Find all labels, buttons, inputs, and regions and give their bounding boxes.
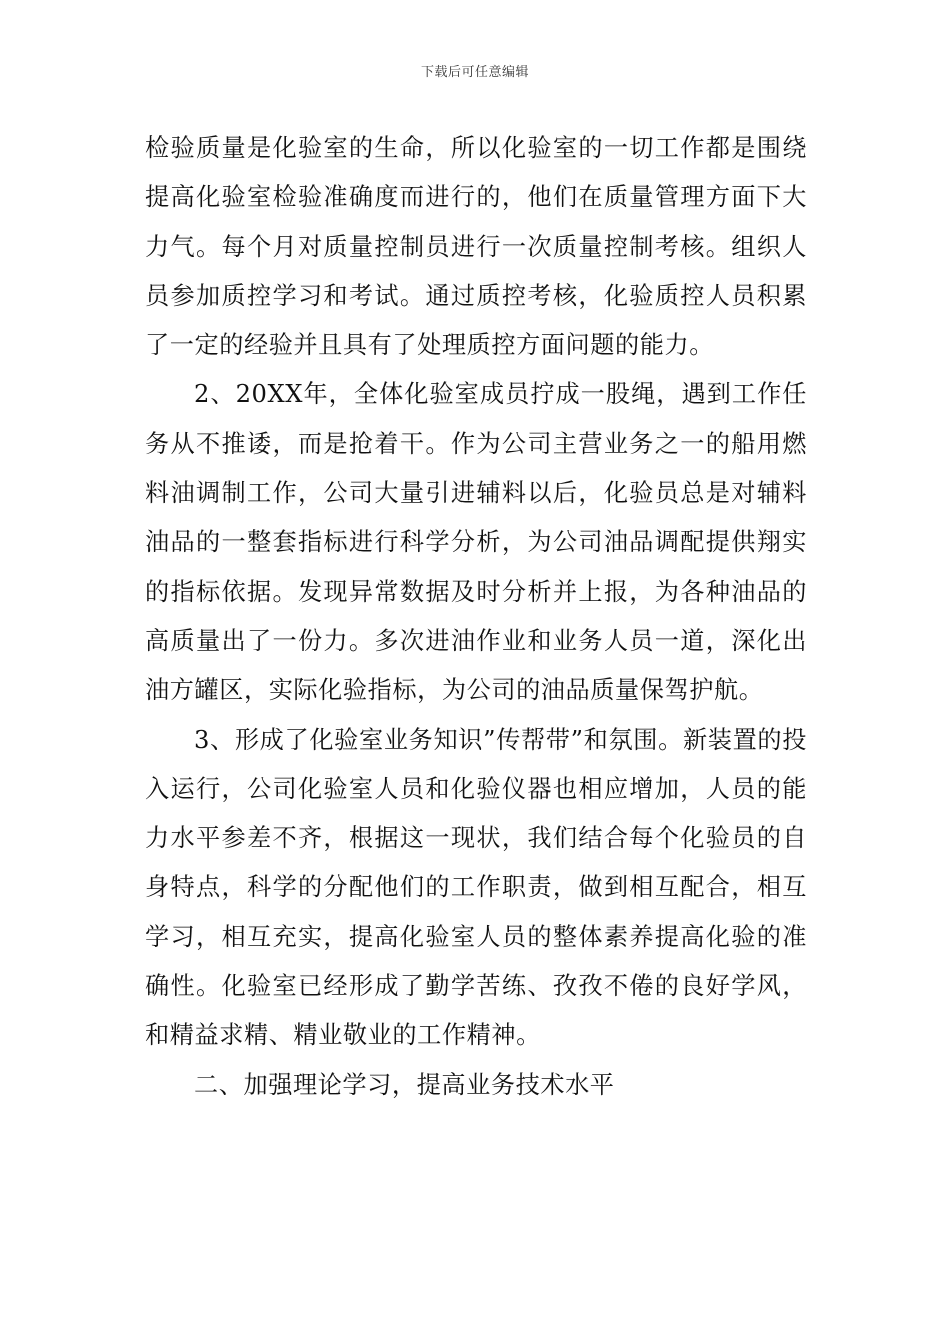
section-heading-2: 二、加强理论学习，提高业务技术水平: [194, 1070, 615, 1099]
paragraph-item-2: 2、20XX年，全体化验室成员拧成一股绳，遇到工作任务从不推诿，而是抢着干。作为公司主营业务之一的船用燃料油调制工作，公司大量引进辅料以后，化验员总是对辅料油品的一整套指标进行科学分析，为公司油品调配提供翔实的指标依据。发现异常数据及时分析并上报，为各种油品的高质量出了一份力。多次进油作业和业务人员一道，深化出油方罐区，实际化验指标，为公司的油品质量保驾护航。: [145, 380, 807, 705]
document-body: [145, 124, 807, 1110]
paragraph-item-3: 3、形成了化验室业务知识”传帮带”和氛围。新装置的投入运行，公司化验室人员和化验仪器也相应增加，人员的能力水平参差不齐，根据这一现状，我们结合每个化验员的自身特点，科学的分配他们的工作职责，做到相互配合，相互学习，相互充实，提高化验室人员的整体素养提高化验的准确性。化验室已经形成了勤学苦练、孜孜不倦的良好学风，和精益求精、精业敬业的工作精神。: [145, 725, 807, 1050]
paragraph-quality-control: 检验质量是化验室的生命，所以化验室的一切工作都是围绕提高化验室检验准确度而进行的，他们在质量管理方面下大力气。每个月对质量控制员进行一次质量控制考核。组织人员参加质控学习和考试。通过质控考核，化验质控人员积累了一定的经验并且具有了处理质控方面问题的能力。: [145, 134, 807, 360]
page-header: 下载后可任意编辑: [420, 65, 529, 80]
